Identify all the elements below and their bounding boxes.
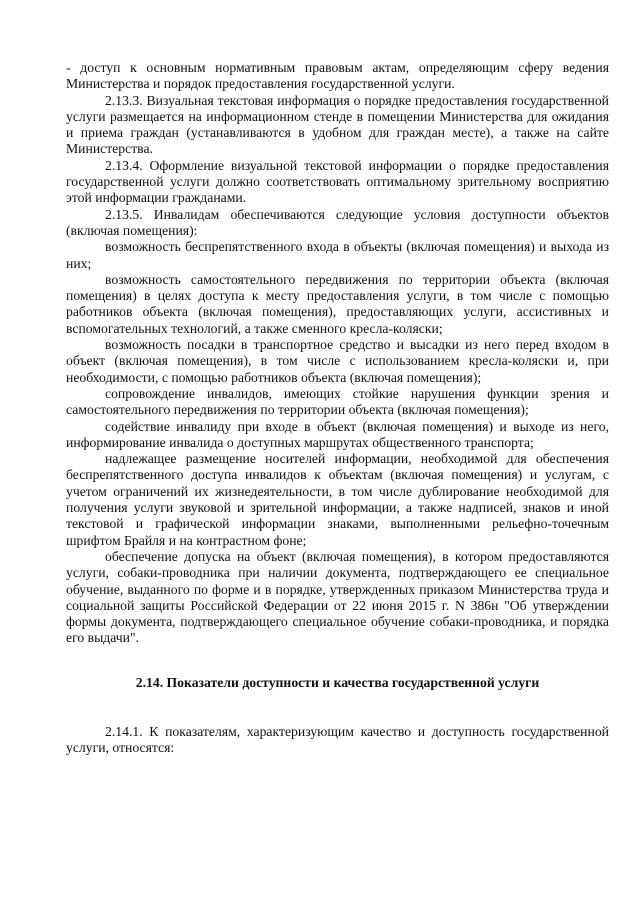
paragraph-guide-dog-access: обеспечение допуска на объект (включая помещения), в котором предоставляются услуги, собаки-проводника при наличии документа, подтверждающего ее специальное обучение, выданного по форме и в порядке, утвержденных приказом Министерства труда и социальной защиты Российской Федерации от 22 июня 2015 г. N 386н "Об утверждении формы документа, подтверждающего специальное обучение собаки-проводника, и порядка его выдачи". [66, 548, 609, 646]
paragraph-legal-acts-access: - доступ к основным нормативным правовым актам, определяющим сферу ведения Министерства и порядок предоставления государственной услуги. [66, 60, 609, 92]
paragraph-vehicle-boarding: возможность посадки в транспортное средство и высадки из него перед входом в объект (включая помещения), в том числе с использованием кресла-коляски и, при необходимости, с помощью работников объекта (включая помещения); [66, 337, 609, 385]
paragraph-escort: сопровождение инвалидов, имеющих стойкие нарушения функции зрения и самостоятельного передвижения по территории объекта (включая помещения); [66, 385, 609, 418]
paragraph-2-13-5: 2.13.5. Инвалидам обеспечиваются следующие условия доступности объектов (включая помещения): [66, 206, 609, 238]
paragraph-assistance-transport: содействие инвалиду при входе в объект (включая помещения) и выходе из него, информирование инвалида о доступных маршрутах общественного транспорта; [66, 418, 609, 450]
paragraph-entry-access: возможность беспрепятственного входа в объекты (включая помещения) и выхода из них; [66, 239, 609, 271]
paragraph-independent-movement: возможность самостоятельного передвижения по территории объекта (включая помещения) в целях доступа к месту предоставления услуги, в том числе с помощью работников объекта (включая помещения), предоставляющих услуги, ассистивных и вспомогательных технологий, а также сменного кресла-коляски; [66, 271, 609, 336]
paragraph-2-13-3: 2.13.3. Визуальная текстовая информация о порядке предоставления государственной услуги размещается на информационном стенде в помещении Министерства для ожидания и приема граждан (устанавливаются в удобном для граждан месте), а также на сайте Министерства. [66, 92, 609, 157]
paragraph-information-placement: надлежащее размещение носителей информации, необходимой для обеспечения беспрепятственного доступа инвалидов к объектам (включая помещения) и услугам, с учетом ограничений их жизнедеятельности, в том числе дублирование необходимой для получения услуги звуковой и зрительной информации, а также надписей, знаков и иной текстовой и графической информации знаками, выполненными рельефно-точечным шрифтом Брайля и на контрастном фоне; [66, 451, 609, 548]
section-heading: 2.14. Показатели доступности и качества государственной услуги [135, 674, 540, 690]
paragraph-2-14-1: 2.14.1. К показателям, характеризующим качество и доступность государственной услуги, относятся: [66, 723, 609, 755]
document-page [66, 60, 609, 756]
paragraph-2-13-4: 2.13.4. Оформление визуальной текстовой информации о порядке предоставления государственной услуги должно соответствовать оптимальному зрительному восприятию этой информации гражданами. [66, 157, 609, 206]
